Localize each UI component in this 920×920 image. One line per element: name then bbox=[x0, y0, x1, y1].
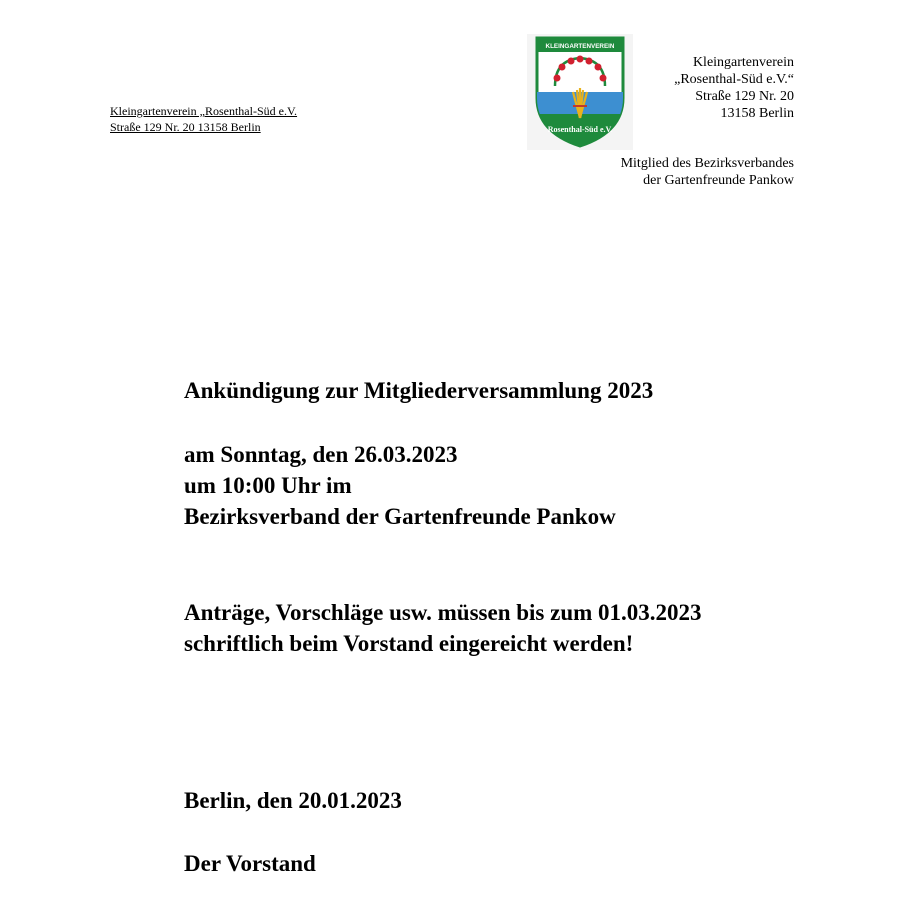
membership-line-1: Mitglied des Bezirksverbandes bbox=[620, 156, 794, 171]
address-club: „Rosenthal-Süd e.V.“ bbox=[674, 72, 794, 87]
logo-bottom-text: Rosenthal-Süd e.V. bbox=[547, 125, 613, 134]
sender-return-address bbox=[110, 103, 297, 135]
sender-line-1: Kleingartenverein „Rosenthal-Süd e.V. bbox=[110, 104, 298, 118]
meeting-venue: Bezirksverband der Gartenfreunde Pankow bbox=[184, 504, 616, 529]
club-address-block bbox=[674, 54, 794, 122]
club-logo bbox=[527, 34, 633, 150]
logo-top-text: KLEINGARTENVEREIN bbox=[545, 43, 615, 50]
meeting-details bbox=[184, 439, 616, 532]
announcement-title: Ankündigung zur Mitgliederversammlung 2023 bbox=[184, 378, 654, 403]
deadline-line-2: schriftlich beim Vorstand eingereicht werden! bbox=[184, 631, 634, 656]
address-city: 13158 Berlin bbox=[720, 106, 794, 121]
address-street: Straße 129 Nr. 20 bbox=[695, 89, 794, 104]
signature: Der Vorstand bbox=[184, 851, 316, 876]
deadline-line-1: Anträge, Vorschläge usw. müssen bis zum 01.03.2023 bbox=[184, 600, 702, 625]
meeting-time: um 10:00 Uhr im bbox=[184, 473, 352, 498]
submission-deadline bbox=[184, 597, 702, 659]
meeting-date: am Sonntag, den 26.03.2023 bbox=[184, 442, 458, 467]
membership-line-2: der Gartenfreunde Pankow bbox=[643, 173, 794, 188]
address-name: Kleingartenverein bbox=[692, 55, 794, 70]
place-and-date: Berlin, den 20.01.2023 bbox=[184, 788, 402, 813]
sender-line-2: Straße 129 Nr. 20 13158 Berlin bbox=[110, 120, 261, 134]
membership-note bbox=[621, 155, 794, 189]
